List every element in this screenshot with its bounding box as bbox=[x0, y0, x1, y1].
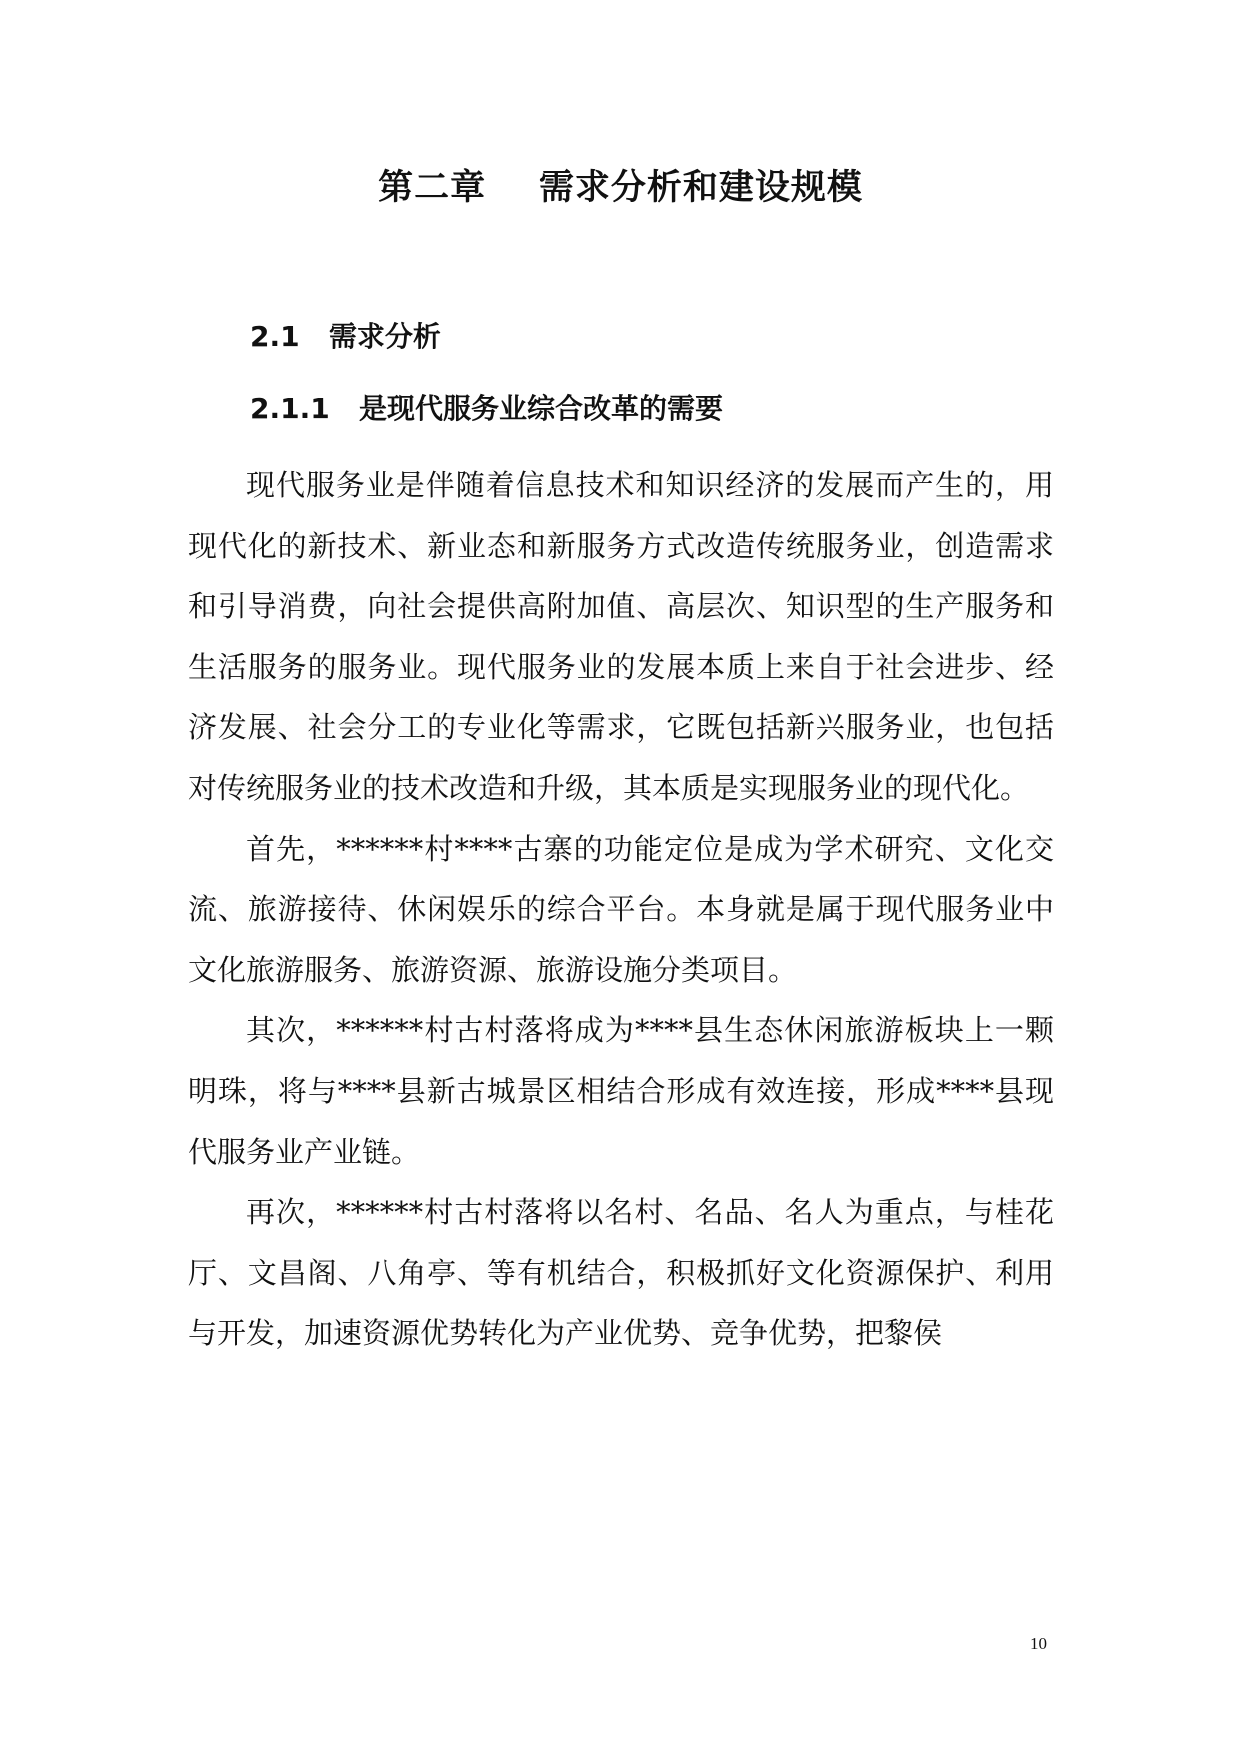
paragraph: 首先，******村****古寨的功能定位是成为学术研究、文化交流、旅游接待、休闲娱乐的综合平台。本身就是属于现代服务业中文化旅游服务、旅游资源、旅游设施分类项目。 bbox=[188, 831, 1054, 987]
paragraph: 其次，******村古村落将成为****县生态休闲旅游板块上一颗明珠，将与****县新古城景区相结合形成有效连接，形成****县现代服务业产业链。 bbox=[188, 1013, 1054, 1169]
chapter-title: 第二章 需求分析和建设规模 bbox=[378, 168, 863, 208]
page-number: 10 bbox=[1030, 1634, 1047, 1653]
paragraph: 现代服务业是伴随着信息技术和知识经济的发展而产生的，用现代化的新技术、新业态和新服务方式改造传统服务业，创造需求和引导消费，向社会提供高附加值、高层次、知识型的生产服务和生活服务的服务业。现代服务业的发展本质上来自于社会进步、经济发展、社会分工的专业化等需求，它既包括新兴服务业，也包括对传统服务业的技术改造和升级，其本质是实现服务业的现代化。 bbox=[188, 468, 1054, 805]
body-text bbox=[188, 455, 1054, 1364]
paragraph: 再次，******村古村落将以名村、名品、名人为重点，与桂花厅、文昌阁、八角亭、等有机结合，积极抓好文化资源保护、利用与开发，加速资源优势转化为产业优势、竞争优势，把黎侯 bbox=[188, 1195, 1054, 1351]
subsection-heading: 2.1.1 是现代服务业综合改革的需要 bbox=[250, 392, 723, 425]
section-heading: 2.1 需求分析 bbox=[250, 320, 441, 353]
